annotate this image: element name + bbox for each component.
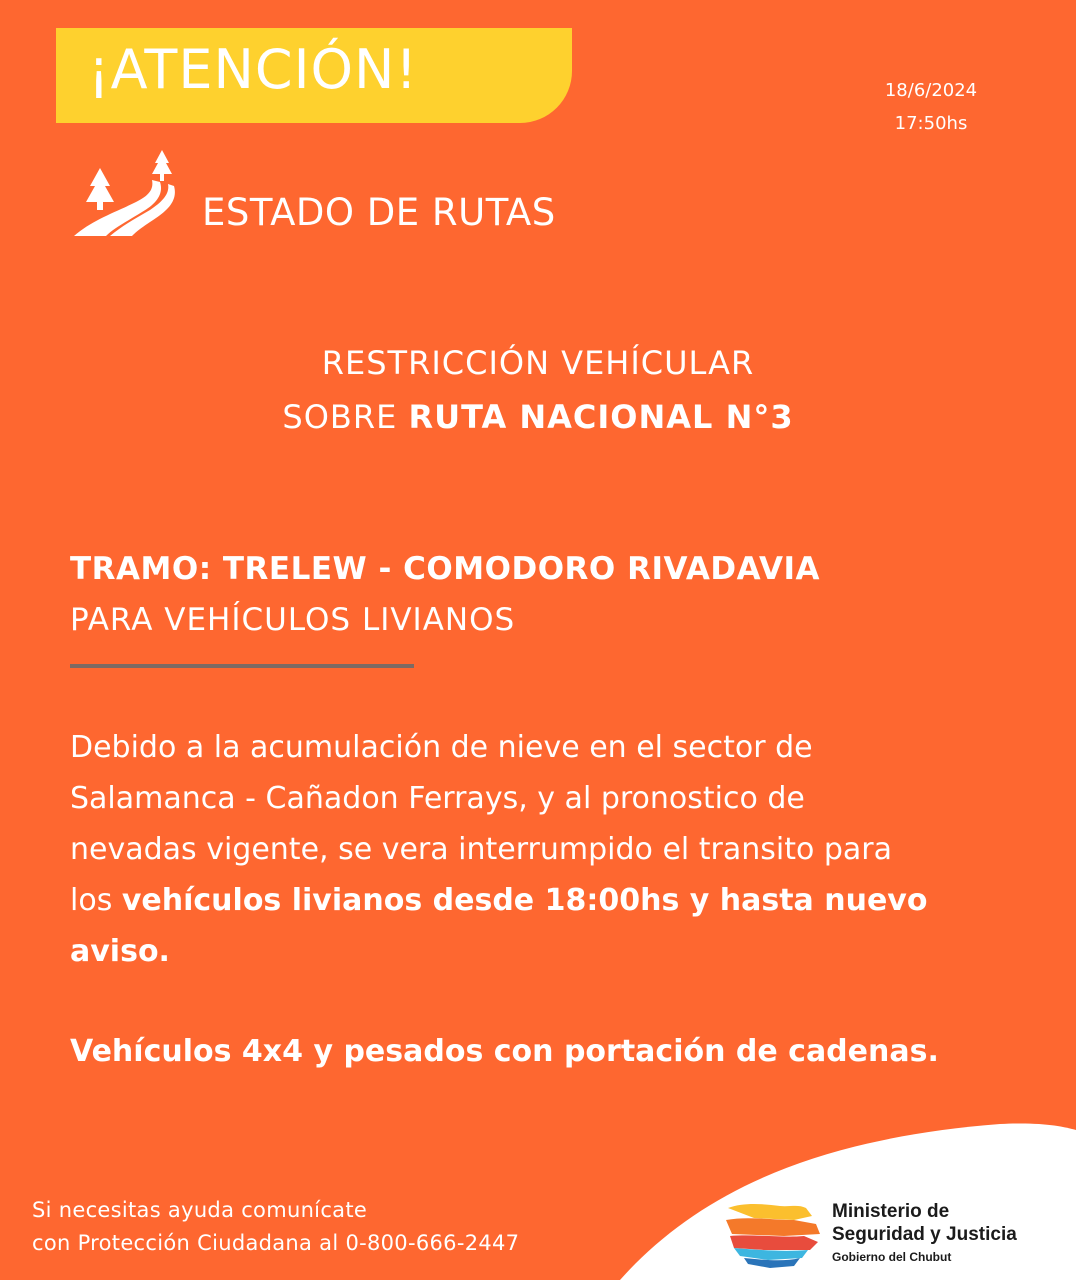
body-prefix: los xyxy=(70,883,122,918)
body-line: nevadas vigente, se vera interrumpido el transito para xyxy=(70,832,893,867)
ministry-line2: Seguridad y Justicia xyxy=(832,1224,1017,1245)
section-title: ESTADO DE RUTAS xyxy=(202,191,556,234)
restriction-line2 xyxy=(0,390,1076,444)
ministry-logo-text xyxy=(832,1200,1017,1268)
body-paragraph xyxy=(70,722,1010,977)
datetime-stamp xyxy=(846,74,1016,140)
time-text: 17:50hs xyxy=(894,113,968,134)
divider xyxy=(70,664,414,668)
ministry-line1: Ministerio de xyxy=(832,1201,950,1222)
route-name: RUTA NACIONAL N°3 xyxy=(408,398,794,436)
restriction-line1: RESTRICCIÓN VEHÍCULAR xyxy=(321,344,755,382)
date-text: 18/6/2024 xyxy=(884,80,978,101)
help-text xyxy=(32,1194,519,1260)
restriction-heading xyxy=(0,336,1076,444)
body-line: Salamanca - Cañadon Ferrays, y al pronostico de xyxy=(70,781,805,816)
notice-4x4: Vehículos 4x4 y pesados con portación de cadenas. xyxy=(70,1034,939,1069)
body-line xyxy=(70,875,1010,926)
tramo-title: TRAMO: TRELEW - COMODORO RIVADAVIA xyxy=(70,551,820,587)
body-line: Debido a la acumulación de nieve en el sector de xyxy=(70,730,813,765)
tramo-subtitle: PARA VEHÍCULOS LIVIANOS xyxy=(70,602,516,638)
ministry-line3: Gobierno del Chubut xyxy=(832,1250,952,1264)
body-emphasis: aviso. xyxy=(70,934,170,969)
help-line2: con Protección Ciudadana al 0-800-666-2447 xyxy=(32,1231,520,1255)
help-line1: Si necesitas ayuda comunícate xyxy=(32,1198,368,1222)
attention-title: ¡ATENCIÓN! xyxy=(88,38,419,101)
chubut-logo-icon xyxy=(724,1198,826,1270)
body-line xyxy=(70,926,1010,977)
road-trees-icon xyxy=(70,150,178,242)
body-emphasis: vehículos livianos desde 18:00hs y hasta nuevo xyxy=(121,883,928,918)
restriction-prefix: SOBRE xyxy=(282,398,409,436)
